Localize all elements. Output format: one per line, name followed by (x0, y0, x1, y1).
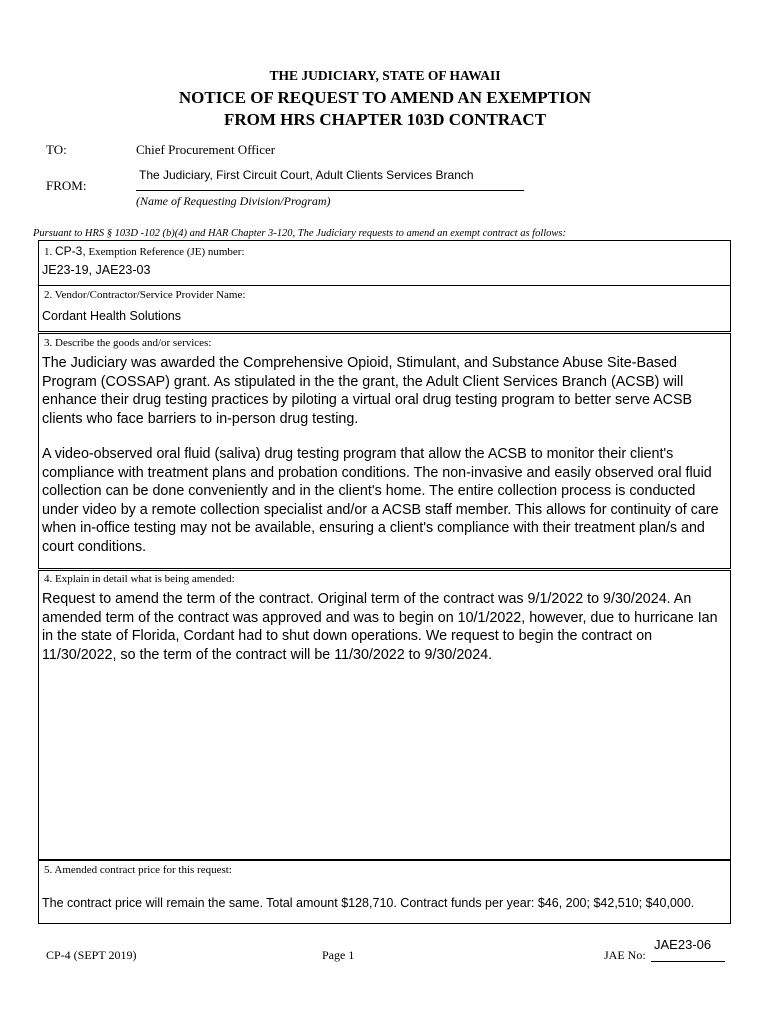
section-4-title: 4. Explain in detail what is being amended: (44, 573, 235, 585)
form-title-line2: FROM HRS CHAPTER 103D CONTRACT (223, 110, 547, 129)
form-title-line1: NOTICE OF REQUEST TO AMEND AN EXEMPTION (178, 88, 592, 107)
je-number-value: JE23-19, JAE23-03 (42, 263, 151, 277)
from-caption: (Name of Requesting Division/Program) (136, 194, 331, 208)
amendment-paragraph: Request to amend the term of the contract. Original term of the contract was 9/1/2022 to 9/30/2024. An amended term of the contract was approved and was to begin on 10/1/2022, however, due to hurricane Ian in the state of Florida, Cordant had to shut down operations. We request to begin the contract on 11/30/2022, so the term of the contract will be 11/30/2022 to 9/30/2024. (42, 591, 718, 663)
services-paragraph-1: The Judiciary was awarded the Comprehensive Opioid, Stimulant, and Substance Abuse Site-Based Program (COSSAP) grant. As stipulated in the the grant, the Adult Client Services Branch (ACSB) will enhance their drug testing practices by piloting a virtual oral drug testing program to better serve ACSB clients who face barriers to in-person drug testing. (42, 355, 693, 427)
from-value: The Judiciary, First Circuit Court, Adult Clients Services Branch (139, 168, 474, 182)
section-2-title: 2. Vendor/Contractor/Service Provider Name: (44, 289, 246, 301)
jae-label: JAE No: (604, 948, 646, 962)
section-5-title: 5. Amended contract price for this request: (44, 864, 232, 876)
from-underline (136, 190, 524, 191)
section-1-num: 1. (44, 246, 53, 258)
section-2-box (38, 285, 731, 332)
services-paragraph-2: A video-observed oral fluid (saliva) drug testing program that allow the ACSB to monitor their client's compliance with treatment plans and probation conditions. The non-invasive and easily observed oral fluid collection can be done conveniently and in the client's home. The entire collection process is conducted under video by a remote collection specialist and/or a ACSB staff member. This allows for continuity of care when in-office testing may not be available, ensuring a client's compliance with their treatment plan/s and court conditions. (42, 446, 719, 555)
agency-heading: THE JUDICIARY, STATE OF HAWAII (269, 68, 501, 83)
from-label: FROM: (46, 178, 87, 193)
section-1-label: Exemption Reference (JE) number: (88, 246, 245, 258)
section-1-cp: CP-3, (55, 244, 86, 258)
jae-underline (651, 961, 725, 962)
to-label: TO: (46, 142, 67, 157)
page-number: Page 1 (322, 948, 355, 962)
section-3-title: 3. Describe the goods and/or services: (44, 337, 212, 349)
to-value: Chief Procurement Officer (136, 142, 276, 157)
section-3-box (38, 333, 731, 569)
section-5-box (38, 860, 731, 924)
section-1-box (38, 240, 731, 286)
jae-number-value: JAE23-06 (654, 937, 712, 952)
section-4-box (38, 570, 731, 860)
pursuant-statement: Pursuant to HRS § 103D -102 (b)(4) and HAR Chapter 3-120, The Judiciary requests to amend an exempt contract as follows: (33, 228, 566, 239)
contract-price-value: The contract price will remain the same. Total amount $128,710. Contract funds per year: $46, 200; $42,510; $40,000. (42, 896, 695, 910)
section-1-title (44, 244, 245, 258)
vendor-name-value: Cordant Health Solutions (42, 309, 181, 323)
form-id: CP-4 (SEPT 2019) (46, 948, 137, 962)
